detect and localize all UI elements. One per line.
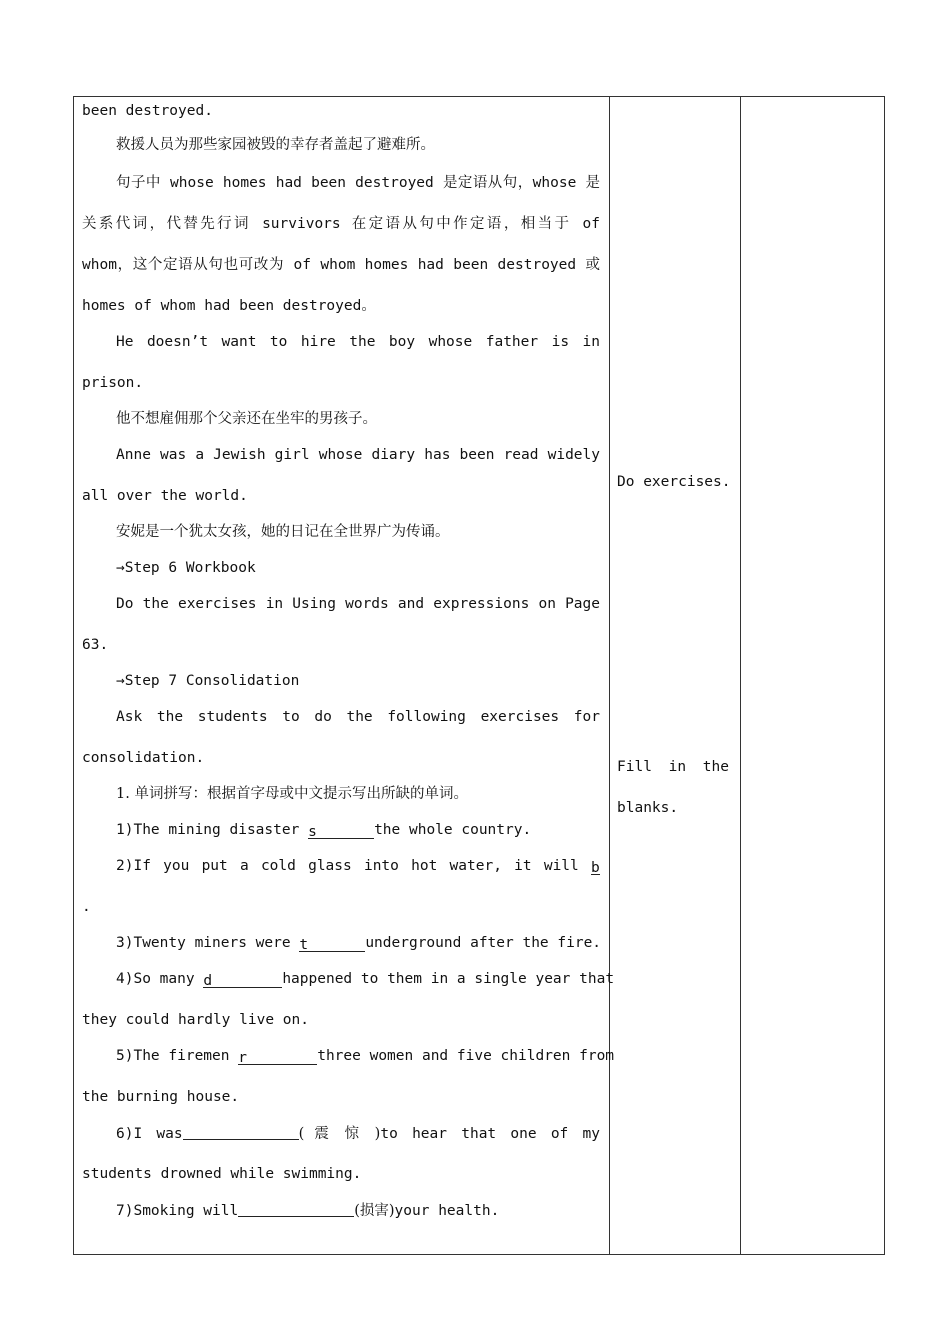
exercise-item-end: they could hardly live on.: [82, 1012, 309, 1028]
example-sentence: He doesn’t want to hire the boy whose father is in: [116, 334, 600, 350]
column-divider: [609, 97, 610, 1254]
exercise-item: 3)Twenty miners were t underground after the fire.: [116, 935, 602, 953]
exercise-item: 2)If you put a cold glass into hot water, it will b: [116, 858, 600, 876]
chinese-translation: 救援人员为那些家园被毁的幸存者盖起了避难所。: [116, 137, 435, 153]
answer-blank[interactable]: r: [238, 1048, 317, 1065]
step-heading: →Step 6 Workbook: [116, 560, 256, 576]
exercise-title: 1. 单词拼写：根据首字母或中文提示写出所缺的单词。: [116, 786, 468, 802]
exercise-item: 4)So many d happened to them in a single year that: [116, 971, 615, 989]
answer-blank[interactable]: t: [299, 935, 365, 952]
column-divider: [740, 97, 741, 1254]
chinese-translation: 他不想雇佣那个父亲还在坐牢的男孩子。: [116, 411, 377, 427]
student-activity: Fill in the: [617, 759, 729, 775]
exercise-item: 5)The firemen r three women and five children from: [116, 1048, 615, 1066]
grammar-explanation: homes of whom had been destroyed。: [82, 298, 376, 314]
step-heading: →Step 7 Consolidation: [116, 673, 300, 689]
student-activity: blanks.: [617, 800, 679, 816]
step-instruction: consolidation.: [82, 750, 205, 766]
step-instruction: 63.: [82, 637, 109, 653]
answer-blank[interactable]: [238, 1200, 354, 1217]
answer-blank[interactable]: [183, 1123, 299, 1140]
step-instruction: Do the exercises in Using words and expressions on Page: [116, 596, 600, 612]
example-sentence: Anne was a Jewish girl whose diary has been read widely: [116, 447, 600, 463]
chinese-translation: 安妮是一个犹太女孩，她的日记在全世界广为传诵。: [116, 524, 450, 540]
answer-blank[interactable]: d: [203, 971, 282, 988]
exercise-item-end: .: [82, 899, 91, 915]
grammar-explanation: whom，这个定语从句也可改为 of whom homes had been destroyed 或: [82, 257, 600, 273]
student-activity: Do exercises.: [617, 474, 731, 490]
exercise-item-end: the burning house.: [82, 1089, 240, 1105]
answer-blank[interactable]: s: [308, 822, 374, 839]
exercise-item: 1)The mining disaster s the whole country.: [116, 822, 532, 840]
grammar-explanation: 关系代词，代替先行词 survivors 在定语从句中作定语，相当于 of: [82, 216, 600, 232]
text-line: been destroyed.: [82, 103, 213, 119]
exercise-item: 6)I was ( 震 惊 )to hear that one of my: [116, 1123, 600, 1144]
lesson-table: [73, 96, 885, 1255]
grammar-explanation: 句子中 whose homes had been destroyed 是定语从句，whose 是: [116, 175, 600, 191]
example-sentence: all over the world.: [82, 488, 248, 504]
exercise-item-end: students drowned while swimming.: [82, 1166, 362, 1182]
answer-blank[interactable]: b: [591, 860, 600, 876]
step-instruction: Ask the students to do the following exercises for: [116, 709, 600, 725]
example-sentence: prison.: [82, 375, 144, 391]
exercise-item: 7)Smoking will (损害)your health.: [116, 1200, 499, 1221]
